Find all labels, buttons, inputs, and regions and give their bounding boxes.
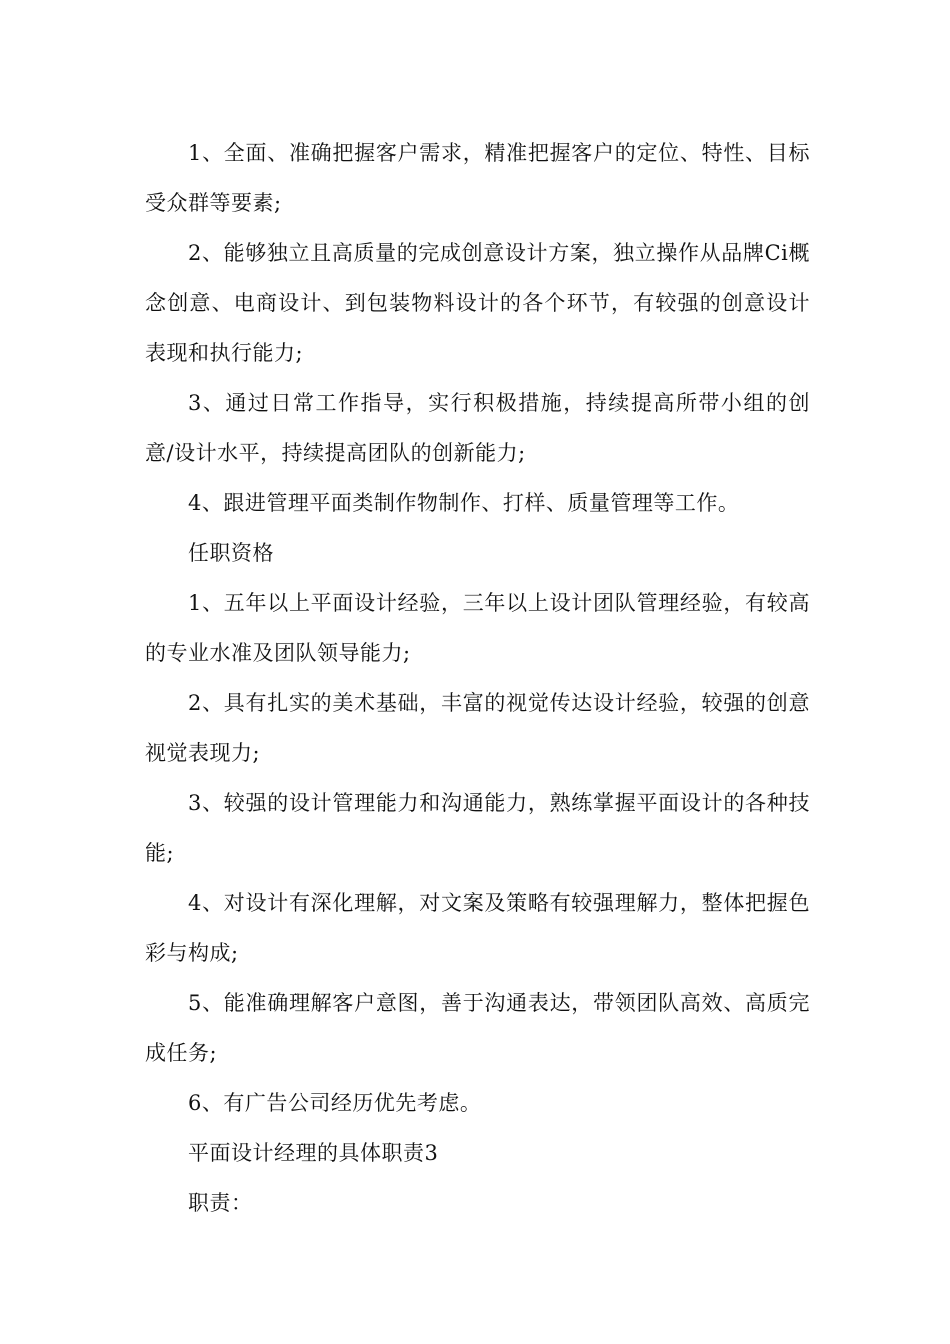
qualification-item-3: 3、较强的设计管理能力和沟通能力，熟练掌握平面设计的各种技能;	[145, 791, 810, 865]
qualification-item-4: 4、对设计有深化理解，对文案及策略有较强理解力，整体把握色彩与构成;	[145, 891, 810, 965]
duty-item-2: 2、能够独立且高质量的完成创意设计方案，独立操作从品牌Ci概念创意、电商设计、到包装物料设计的各个环节，有较强的创意设计表现和执行能力;	[145, 241, 810, 365]
duty-item-4: 4、跟进管理平面类制作物制作、打样、质量管理等工作。	[188, 491, 740, 515]
qualification-item-6: 6、有广告公司经历优先考虑。	[188, 1091, 482, 1115]
qualification-item-1: 1、五年以上平面设计经验，三年以上设计团队管理经验，有较高的专业水准及团队领导能力;	[145, 591, 810, 665]
section-heading-job-3: 平面设计经理的具体职责3	[188, 1141, 439, 1165]
qualification-item-5: 5、能准确理解客户意图，善于沟通表达，带领团队高效、高质完成任务;	[145, 991, 810, 1065]
qualification-item-2: 2、具有扎实的美术基础，丰富的视觉传达设计经验，较强的创意视觉表现力;	[145, 691, 810, 765]
section-heading-duties: 职责：	[188, 1191, 253, 1215]
section-heading-qualifications: 任职资格	[188, 541, 274, 565]
duty-item-1: 1、全面、准确把握客户需求，精准把握客户的定位、特性、目标受众群等要素;	[145, 141, 810, 215]
document-body	[145, 128, 810, 1228]
duty-item-3: 3、通过日常工作指导，实行积极措施，持续提高所带小组的创意/设计水平，持续提高团队的创新能力;	[145, 391, 810, 465]
